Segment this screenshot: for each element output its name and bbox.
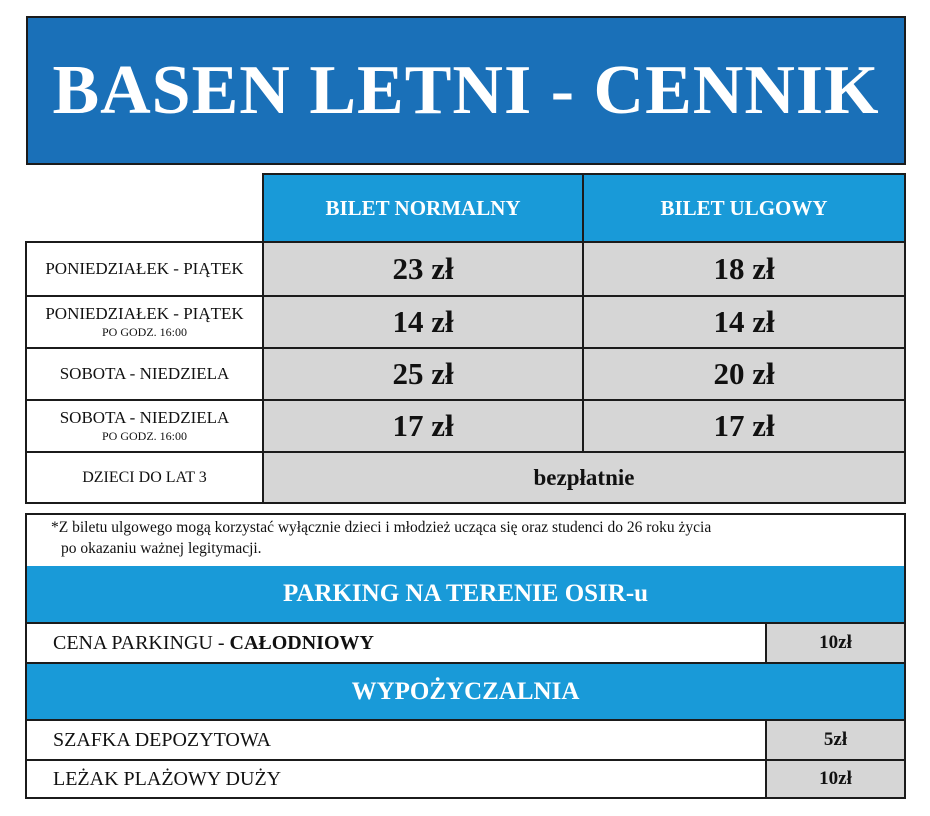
parking-heading: PARKING NA TERENIE OSIR-u (27, 566, 904, 622)
parking-label-bold: CAŁODNIOWY (229, 631, 374, 654)
page-title: BASEN LETNI - CENNIK (52, 51, 880, 129)
price-normal-weekday: 23 zł (262, 241, 584, 297)
price-reduced-weekend: 20 zł (582, 347, 906, 401)
parking-label-prefix: CENA PARKINGU - (53, 631, 230, 654)
row-label-weekday-evening (25, 295, 264, 349)
row-label-weekend (25, 347, 264, 401)
price-reduced-weekday-evening: 14 zł (582, 295, 906, 349)
discount-note (27, 515, 904, 560)
price-reduced-weekend-evening: 17 zł (582, 399, 906, 453)
row-label-weekend-evening (25, 399, 264, 453)
row-label-text: DZIECI DO LAT 3 (82, 468, 207, 486)
row-label-subtext: PO GODZ. 16:00 (101, 428, 187, 443)
row-label-children (25, 451, 264, 504)
title-banner (26, 16, 906, 165)
row-label-text: SOBOTA - NIEDZIELA (59, 408, 230, 428)
rental-item-label: LEŻAK PLAŻOWY DUŻY (53, 767, 282, 790)
price-normal-weekend-evening: 17 zł (262, 399, 584, 453)
parking-row-label (27, 622, 767, 664)
price-table (25, 173, 906, 504)
row-label-weekday (25, 241, 264, 297)
row-label-subtext: PO GODZ. 16:00 (101, 324, 187, 339)
row-label-text: SOBOTA - NIEDZIELA (59, 363, 230, 383)
parking-price: 10zł (765, 622, 904, 664)
row-label-text: PONIEDZIAŁEK - PIĄTEK (45, 258, 244, 278)
rental-item-sunbed-price: 10zł (765, 759, 904, 797)
discount-note-line2: po okazaniu ważnej legitymacji. (61, 539, 262, 557)
discount-note-line1: *Z biletu ulgowego mogą korzystać wyłącznie dzieci i młodzież ucząca się oraz studenci do 26 roku życia (51, 519, 712, 536)
price-reduced-weekday: 18 zł (582, 241, 906, 297)
price-children-free: bezpłatnie (262, 451, 906, 504)
rental-item-locker (27, 719, 767, 761)
price-normal-weekday-evening: 14 zł (262, 295, 584, 349)
info-section (25, 513, 906, 799)
column-header-normal: BILET NORMALNY (262, 173, 584, 243)
price-normal-weekend: 25 zł (262, 347, 584, 401)
rental-item-sunbed (27, 759, 767, 797)
rental-heading: WYPOŻYCZALNIA (27, 664, 904, 719)
row-label-text: PONIEDZIAŁEK - PIĄTEK (45, 304, 244, 324)
column-header-reduced: BILET ULGOWY (582, 173, 906, 243)
rental-item-locker-price: 5zł (765, 719, 904, 761)
rental-item-label: SZAFKA DEPOZYTOWA (53, 728, 271, 751)
